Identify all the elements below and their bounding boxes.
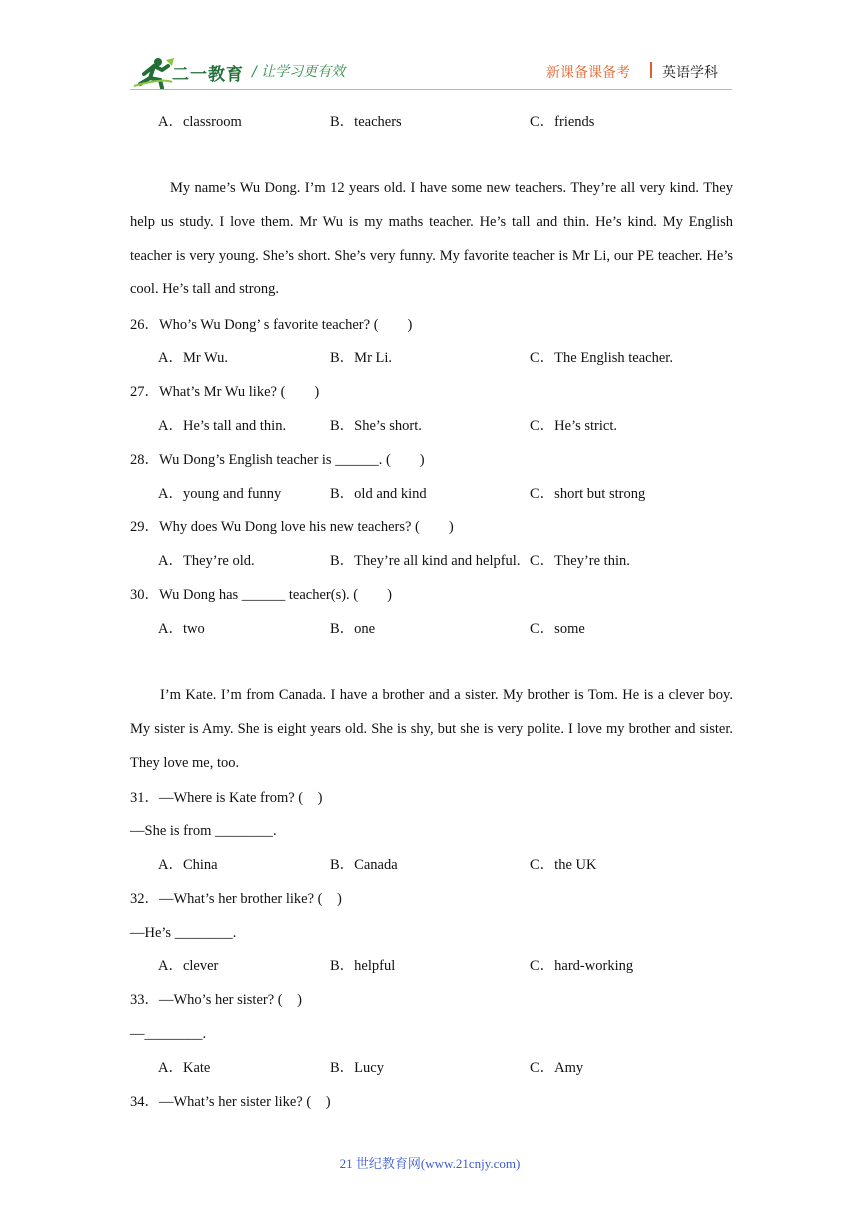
option-c: C．some	[530, 621, 585, 637]
option-b: B．Lucy	[330, 1060, 384, 1076]
option-b: B．Mr Li.	[330, 350, 393, 366]
option-c: C．The English teacher.	[530, 350, 673, 366]
question-text: 29．Why does Wu Dong love his new teachers? ( )	[130, 519, 454, 535]
question-text: 32．—What’s her brother like? ( )	[130, 891, 342, 907]
question-text: 31．—Where is Kate from? ( )	[130, 790, 323, 806]
option-b: B．Canada	[330, 857, 398, 873]
option-b: B．They’re all kind and helpful.	[330, 553, 521, 569]
header-course-tag: 新课备课备考	[546, 65, 630, 81]
page-footer: 21 世纪教育网(www.21cnjy.com)	[339, 1156, 521, 1171]
option-a: A．Kate	[158, 1060, 211, 1076]
option-c: C．the UK	[530, 857, 597, 873]
option-c: C．They’re thin.	[530, 553, 630, 569]
option-c: C．Amy	[530, 1060, 584, 1076]
answer-line: —He’s ________.	[130, 925, 237, 941]
option-c: C．hard-working	[530, 958, 634, 974]
question-text: 28．Wu Dong’s English teacher is ______. ( )	[130, 452, 425, 468]
option-a: A．classroom	[158, 114, 242, 130]
header-subject: 英语学科	[662, 65, 718, 81]
question-text: 33．—Who’s her sister? ( )	[130, 992, 302, 1008]
option-b: B．one	[330, 621, 376, 637]
option-a: A．China	[158, 857, 218, 873]
option-a: A．young and funny	[158, 486, 282, 502]
option-c: C．short but strong	[530, 486, 646, 502]
option-b: B．helpful	[330, 958, 396, 974]
header-divider	[130, 89, 732, 90]
option-b: B．teachers	[330, 114, 402, 130]
header-slogan: / 让学习更有效	[252, 64, 346, 80]
page-header	[0, 0, 860, 90]
option-a: A．He’s tall and thin.	[158, 418, 287, 434]
question-text: 27．What’s Mr Wu like? ( )	[130, 384, 320, 400]
option-a: A．two	[158, 621, 205, 637]
option-a: A．Mr Wu.	[158, 350, 229, 366]
header-separator	[650, 62, 652, 78]
reading-passage-1: My name’s Wu Dong. I’m 12 years old. I have some new teachers. They’re all very kind. They help us study. I love them. Mr Wu is my maths teacher. He’s tall and thin. He’s kind. My English teacher is very young. She’s short. She’s very funny. My favorite teacher is Mr Li, our PE teacher. He’s cool. He’s tall and strong.	[130, 180, 733, 298]
option-b: B．She’s short.	[330, 418, 422, 434]
question-text: 34．—What’s her sister like? ( )	[130, 1094, 331, 1110]
answer-line: —________.	[130, 1026, 207, 1042]
question-text: 30．Wu Dong has ______ teacher(s). ( )	[130, 587, 392, 603]
option-a: A．clever	[158, 958, 219, 974]
option-b: B．old and kind	[330, 486, 427, 502]
reading-passage-2: I’m Kate. I’m from Canada. I have a brother and a sister. My brother is Tom. He is a clever boy. My sister is Amy. She is eight years old. She is shy, but she is very polite. I love my brother and sister. They love me, too.	[130, 687, 733, 771]
logo-text: 二一教育	[172, 65, 244, 85]
option-c: C．He’s strict.	[530, 418, 617, 434]
question-text: 26．Who’s Wu Dong’ s favorite teacher? ( )	[130, 317, 413, 333]
answer-line: —She is from ________.	[130, 823, 277, 839]
option-a: A．They’re old.	[158, 553, 255, 569]
option-c: C．friends	[530, 114, 595, 130]
